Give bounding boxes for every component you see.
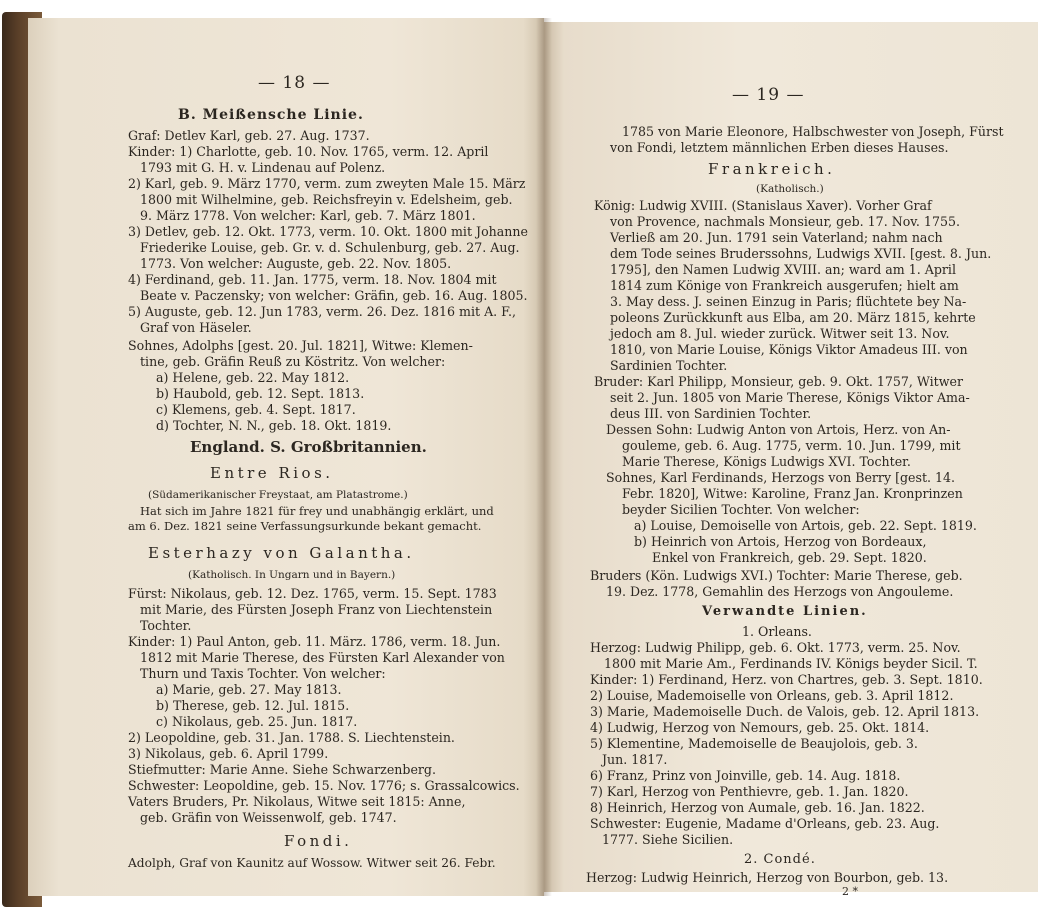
text-line: Kinder: 1) Ferdinand, Herz. von Chartres, geb. 3. Sept. 1810.: [590, 672, 983, 687]
text-line: c) Nikolaus, geb. 25. Jun. 1817.: [156, 714, 358, 729]
text-line: Schwester: Leopoldine, geb. 15. Nov. 1776; s. Grassalcowics.: [128, 778, 520, 793]
text-line: Graf: Detlev Karl, geb. 27. Aug. 1737.: [128, 128, 370, 143]
text-line: Febr. 1820], Witwe: Karoline, Franz Jan. Kronprinzen: [622, 486, 963, 501]
section-heading: Entre Rios.: [210, 464, 334, 482]
text-line: Bruders (Kön. Ludwigs XVI.) Tochter: Marie Therese, geb.: [590, 568, 963, 583]
book-gutter: [536, 18, 552, 896]
text-line: (Südamerikanischer Freystaat, am Platastrome.): [148, 489, 408, 501]
text-line: Herzog: Ludwig Philipp, geb. 6. Okt. 1773, verm. 25. Nov.: [590, 640, 961, 655]
text-line: 3) Nikolaus, geb. 6. April 1799.: [128, 746, 329, 761]
text-line: 2) Louise, Mademoiselle von Orleans, geb. 3. April 1812.: [590, 688, 954, 703]
text-line: 2) Leopoldine, geb. 31. Jan. 1788. S. Liechtenstein.: [128, 730, 455, 745]
text-line: Jun. 1817.: [602, 752, 668, 767]
text-line: poleons Zurückkunft aus Elba, am 20. März 1815, kehrte: [610, 310, 976, 325]
text-line: Herzog: Ludwig Heinrich, Herzog von Bourbon, geb. 13.: [586, 870, 949, 885]
text-line: (Katholisch. In Ungarn und in Bayern.): [188, 569, 396, 581]
text-line: 8) Heinrich, Herzog von Aumale, geb. 16. Jan. 1822.: [590, 800, 925, 815]
text-line: Thurn und Taxis Tochter. Von welcher:: [140, 666, 386, 681]
text-line: b) Heinrich von Artois, Herzog von Bordeaux,: [634, 534, 927, 549]
text-line: (Katholisch.): [756, 183, 824, 195]
text-line: am 6. Dez. 1821 seine Verfassungsurkunde bekant gemacht.: [128, 519, 482, 533]
text-line: Sardinien Tochter.: [610, 358, 728, 373]
text-line: beyder Sicilien Tochter. Von welcher:: [622, 502, 860, 517]
text-line: Hat sich im Jahre 1821 für frey und unabhängig erklärt, und: [140, 504, 494, 518]
text-line: 1810, von Marie Louise, Königs Viktor Amadeus III. von: [610, 342, 968, 357]
text-line: 9. März 1778. Von welcher: Karl, geb. 7. März 1801.: [140, 208, 476, 223]
text-line: b) Haubold, geb. 12. Sept. 1813.: [156, 386, 365, 401]
text-line: 1800 mit Wilhelmine, geb. Reichsfreyin v. Edelsheim, geb.: [140, 192, 513, 207]
text-line: Dessen Sohn: Ludwig Anton von Artois, Herz. von An-: [606, 422, 951, 437]
text-line: 7) Karl, Herzog von Penthievre, geb. 1. Jan. 1820.: [590, 784, 909, 799]
text-line: 19. Dez. 1778, Gemahlin des Herzogs von Angouleme.: [606, 584, 954, 599]
text-line: Marie Therese, Königs Ludwigs XVI. Tochter.: [622, 454, 911, 469]
text-line: 1777. Siehe Sicilien.: [602, 832, 734, 847]
section-heading: England. S. Großbritannien.: [190, 438, 427, 456]
right-page-number: — 19 —: [732, 85, 805, 105]
text-line: Stiefmutter: Marie Anne. Siehe Schwarzenberg.: [128, 762, 436, 777]
section-heading: Esterhazy von Galantha.: [148, 544, 415, 562]
text-line: a) Louise, Demoiselle von Artois, geb. 22. Sept. 1819.: [634, 518, 977, 533]
text-line: 3) Marie, Mademoiselle Duch. de Valois, geb. 12. April 1813.: [590, 704, 980, 719]
text-line: Bruder: Karl Philipp, Monsieur, geb. 9. Okt. 1757, Witwer: [594, 374, 963, 389]
text-line: Vaters Bruders, Pr. Nikolaus, Witwe seit 1815: Anne,: [128, 794, 466, 809]
text-line: 6) Franz, Prinz von Joinville, geb. 14. Aug. 1818.: [590, 768, 901, 783]
section-heading: Fondi.: [284, 832, 353, 850]
text-line: Verließ am 20. Jun. 1791 sein Vaterland; nahm nach: [610, 230, 943, 245]
section-heading: 2. Condé.: [744, 852, 816, 867]
text-line: von Provence, nachmals Monsieur, geb. 17. Nov. 1755.: [610, 214, 960, 229]
section-heading: 1. Orleans.: [742, 624, 812, 639]
section-heading: Frankreich.: [708, 160, 836, 178]
text-line: 3) Detlev, geb. 12. Okt. 1773, verm. 10. Okt. 1800 mit Johanne: [128, 224, 528, 239]
section-heading: B. Meißensche Linie.: [178, 107, 364, 123]
text-line: Sohnes, Karl Ferdinands, Herzogs von Berry [gest. 14.: [606, 470, 956, 485]
text-line: b) Therese, geb. 12. Jul. 1815.: [156, 698, 350, 713]
text-line: a) Marie, geb. 27. May 1813.: [156, 682, 342, 697]
text-line: d) Tochter, N. N., geb. 18. Okt. 1819.: [156, 418, 392, 433]
text-line: 1785 von Marie Eleonore, Halbschwester von Joseph, Fürst: [622, 124, 1004, 139]
text-line: Fürst: Nikolaus, geb. 12. Dez. 1765, verm. 15. Sept. 1783: [128, 586, 497, 601]
signature-mark: 2 *: [842, 885, 858, 898]
text-line: Tochter.: [140, 618, 192, 633]
text-line: Sohnes, Adolphs [gest. 20. Jul. 1821], Witwe: Klemen-: [128, 338, 473, 353]
text-line: 4) Ludwig, Herzog von Nemours, geb. 25. Okt. 1814.: [590, 720, 930, 735]
text-line: 1812 mit Marie Therese, des Fürsten Karl Alexander von: [140, 650, 505, 665]
text-line: 4) Ferdinand, geb. 11. Jan. 1775, verm. 18. Nov. 1804 mit: [128, 272, 497, 287]
text-line: 3. May dess. J. seinen Einzug in Paris; flüchtete bey Na-: [610, 294, 967, 309]
text-line: 1773. Von welcher: Auguste, geb. 22. Nov. 1805.: [140, 256, 452, 271]
text-line: seit 2. Jun. 1805 von Marie Therese, Königs Viktor Ama-: [610, 390, 970, 405]
text-line: 1793 mit G. H. v. Lindenau auf Polenz.: [140, 160, 386, 175]
left-page-number: — 18 —: [258, 73, 331, 93]
text-line: König: Ludwig XVIII. (Stanislaus Xaver). Vorher Graf: [594, 198, 932, 213]
text-line: Adolph, Graf von Kaunitz auf Wossow. Witwer seit 26. Febr.: [128, 856, 496, 870]
text-line: gouleme, geb. 6. Aug. 1775, verm. 10. Jun. 1799, mit: [622, 438, 961, 453]
text-line: mit Marie, des Fürsten Joseph Franz von Liechtenstein: [140, 602, 493, 617]
text-line: a) Helene, geb. 22. May 1812.: [156, 370, 350, 385]
text-line: jedoch am 8. Jul. wieder zurück. Witwer seit 13. Nov.: [610, 326, 950, 341]
text-line: c) Klemens, geb. 4. Sept. 1817.: [156, 402, 356, 417]
text-line: von Fondi, letztem männlichen Erben dieses Hauses.: [610, 140, 949, 155]
text-line: 1795], den Namen Ludwig XVIII. an; ward am 1. April: [610, 262, 956, 277]
section-heading: Verwandte Linien.: [702, 604, 868, 619]
text-line: Schwester: Eugenie, Madame d'Orleans, geb. 23. Aug.: [590, 816, 940, 831]
text-line: Beate v. Paczensky; von welcher: Gräfin, geb. 16. Aug. 1805.: [140, 288, 528, 303]
text-line: 5) Auguste, geb. 12. Jun 1783, verm. 26. Dez. 1816 mit A. F.,: [128, 304, 516, 319]
text-line: tine, geb. Gräfin Reuß zu Köstritz. Von welcher:: [140, 354, 446, 369]
text-line: Kinder: 1) Charlotte, geb. 10. Nov. 1765, verm. 12. April: [128, 144, 489, 159]
text-line: Friederike Louise, geb. Gr. v. d. Schulenburg, geb. 27. Aug.: [140, 240, 520, 255]
text-line: geb. Gräfin von Weissenwolf, geb. 1747.: [140, 810, 397, 825]
text-line: Graf von Häseler.: [140, 320, 252, 335]
text-line: 2) Karl, geb. 9. März 1770, verm. zum zweyten Male 15. März: [128, 176, 526, 191]
text-line: dem Tode seines Bruderssohns, Ludwigs XVII. [gest. 8. Jun.: [610, 246, 992, 261]
text-line: Kinder: 1) Paul Anton, geb. 11. März. 1786, verm. 18. Jun.: [128, 634, 501, 649]
text-line: deus III. von Sardinien Tochter.: [610, 406, 812, 421]
text-line: 1800 mit Marie Am., Ferdinands IV. Königs beyder Sicil. T.: [604, 656, 978, 671]
text-line: 5) Klementine, Mademoiselle de Beaujolois, geb. 3.: [590, 736, 918, 751]
text-line: Enkel von Frankreich, geb. 29. Sept. 1820.: [652, 550, 927, 565]
text-line: 1814 zum Könige von Frankreich ausgerufen; hielt am: [610, 278, 959, 293]
